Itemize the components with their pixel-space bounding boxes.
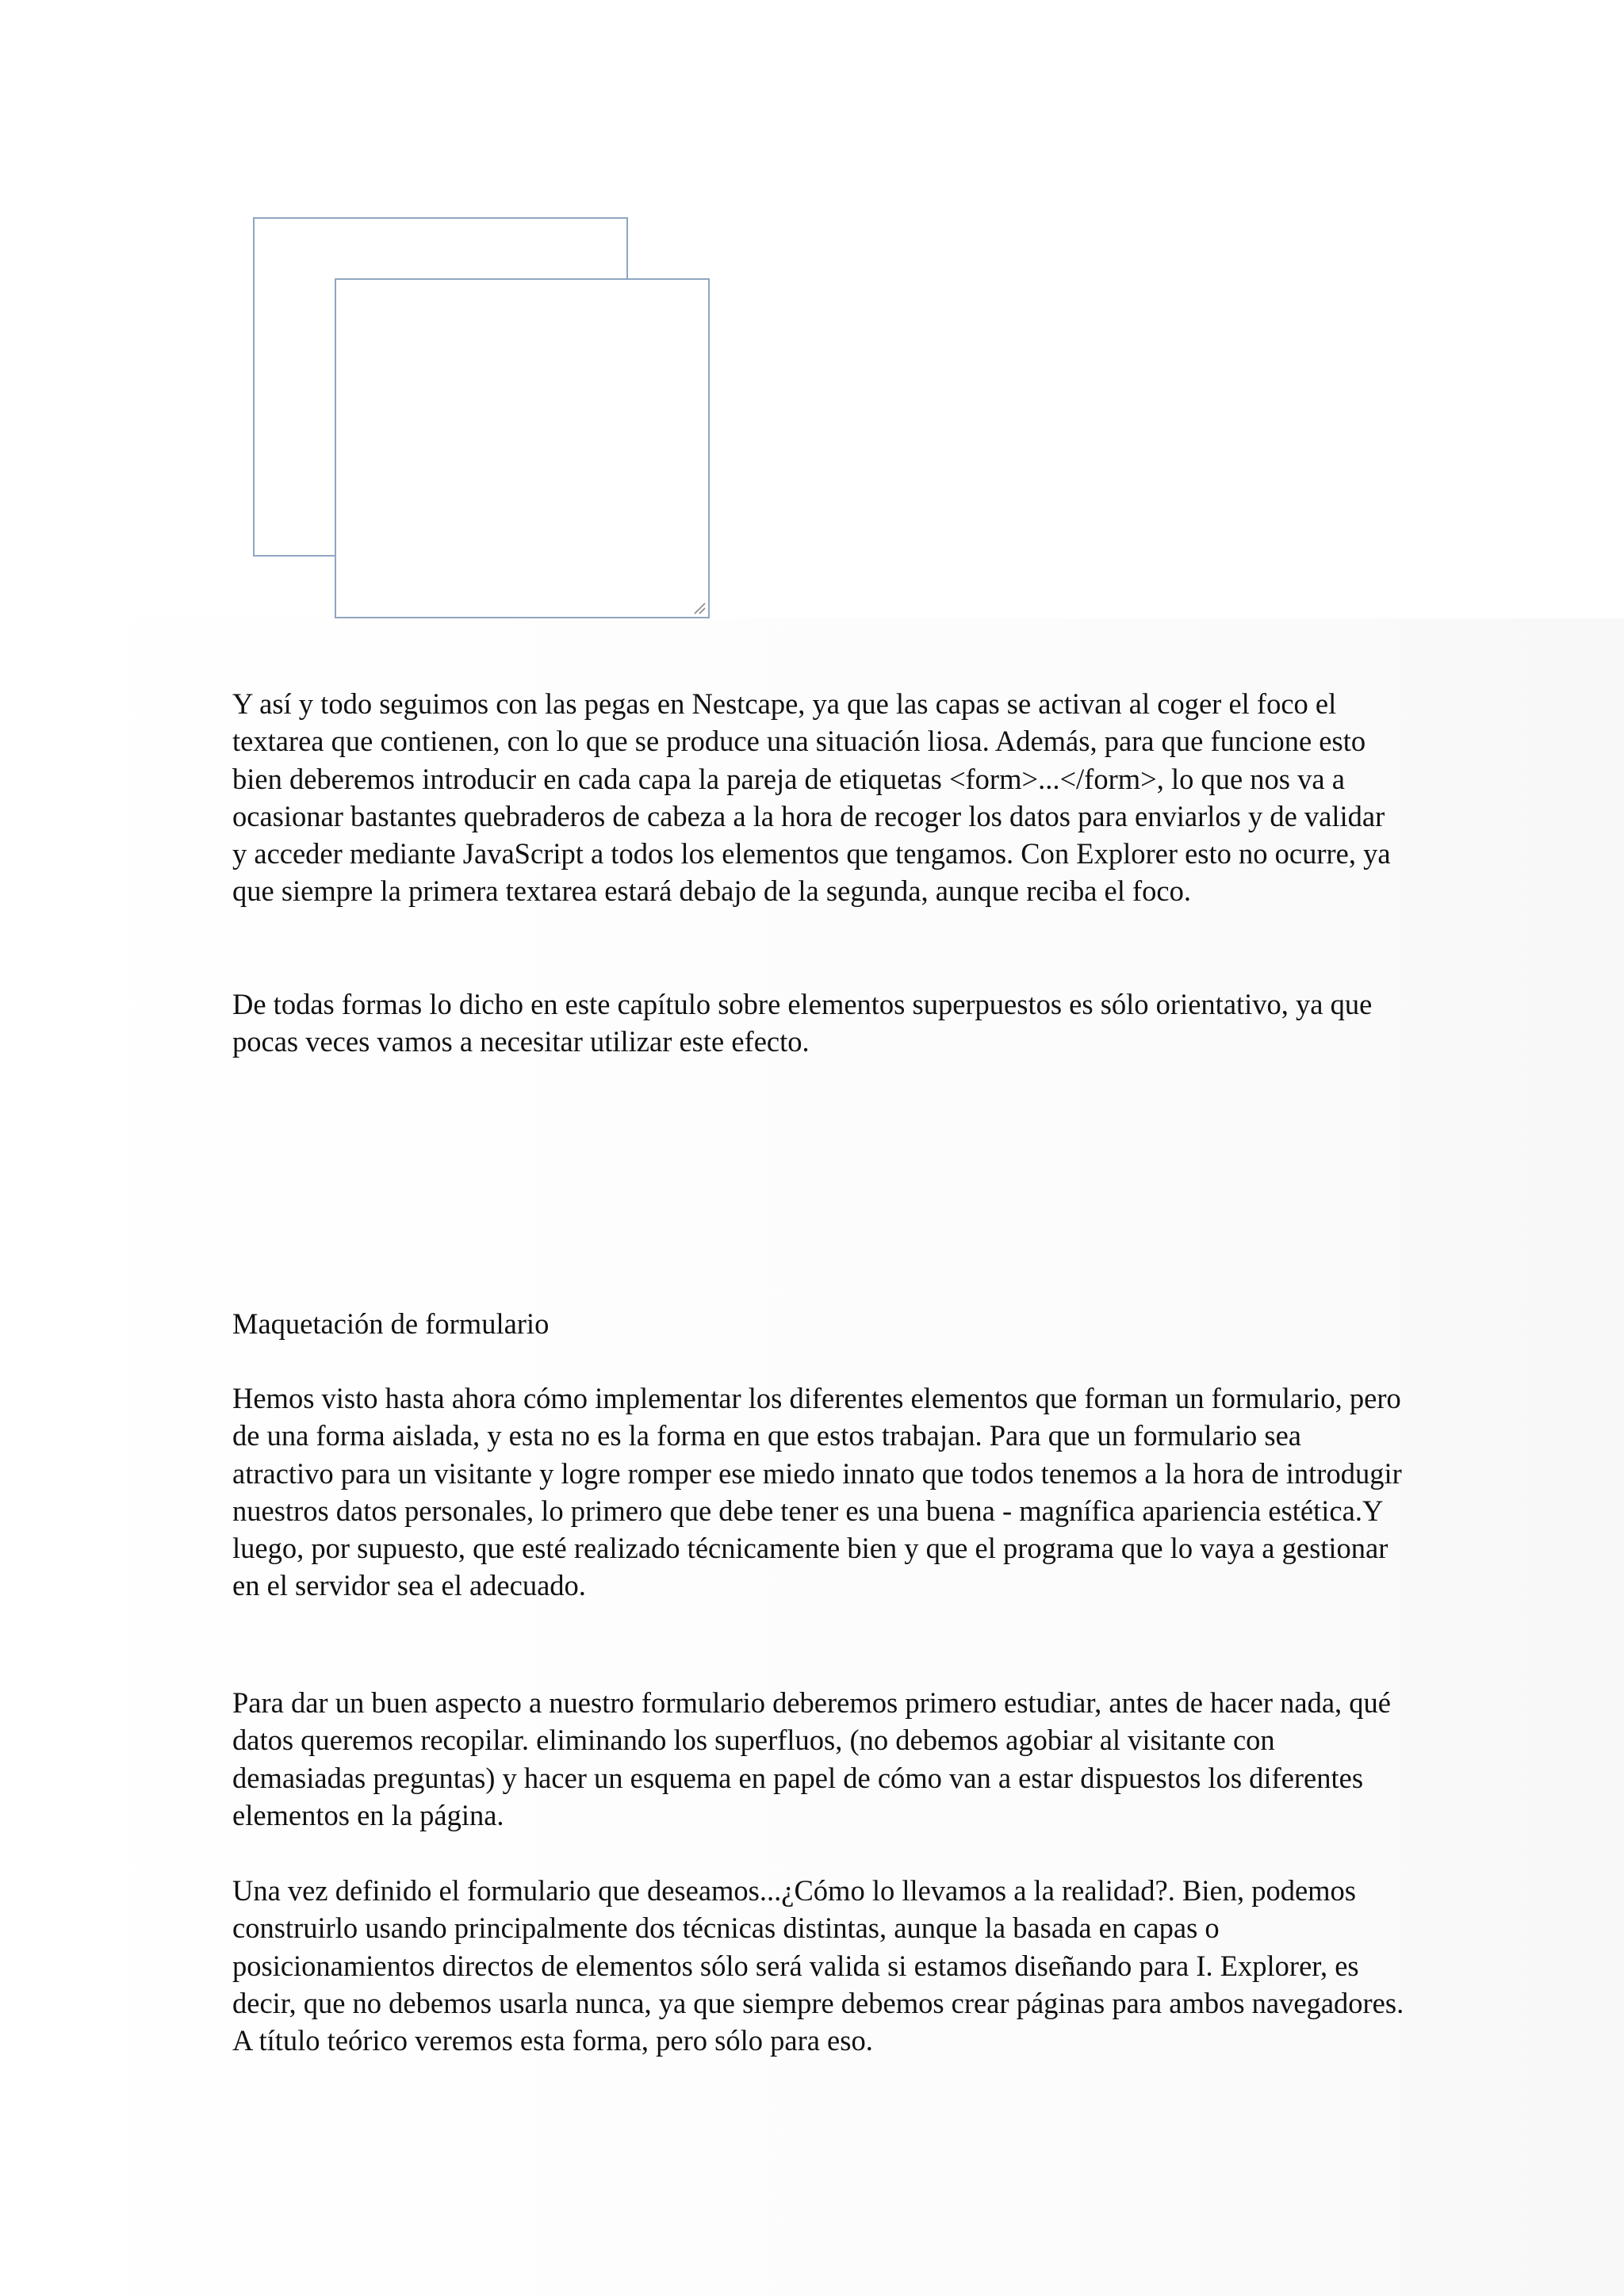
paragraph-form-elements: [232, 1380, 1406, 1605]
paragraph-orientative-note: [232, 985, 1406, 1061]
overlapping-textarea-front: [335, 278, 710, 618]
paragraph-nestcape-issues: [232, 685, 1406, 910]
paragraph-text: Hemos visto hasta ahora cómo implementar los diferentes elementos que forman un formulario, pero de una forma aislada, y esta no es la forma en que estos trabajan. Para que un formulario sea atractivo para un visitante y logre romper ese miedo innato que todos tenemos a la hora de introdugir nuestros datos personales, lo primero que debe tener es una buena - magnífica apariencia estética.Y luego, por supuesto, que esté realizado técnicamente bien y que el programa que lo vaya a gestionar en el servidor sea el adecuado.: [232, 1382, 1402, 1602]
section-heading: [232, 1305, 1406, 1342]
paragraph-text: De todas formas lo dicho en este capítulo sobre elementos superpuestos es sólo orientativo, ya que pocas veces vamos a necesitar utilizar este efecto.: [232, 988, 1373, 1058]
paragraph-text: Y así y todo seguimos con las pegas en Nestcape, ya que las capas se activan al coger el foco el textarea que contienen, con lo que se produce una situación liosa. Además, para que funcione esto bien deberemos introducir en cada capa la pareja de etiquetas <form>...</form>, lo que nos va a ocasionar bastantes quebraderos de cabeza a la hora de recoger los datos para enviarlos y de validar y acceder mediante JavaScript a todos los elementos que tengamos. Con Explorer esto no ocurre, ya que siempre la primera textarea estará debajo de la segunda, aunque reciba el foco.: [232, 687, 1391, 908]
paragraph-form-techniques: [232, 1872, 1406, 2059]
paragraph-form-aspect: [232, 1684, 1406, 1834]
paragraph-text: Para dar un buen aspecto a nuestro formulario deberemos primero estudiar, antes de hacer nada, qué datos queremos recopilar. eliminando los superfluos, (no debemos agobiar al visitante con demasiadas preguntas) y hacer un esquema en papel de cómo van a estar dispuestos los diferentes elementos en la página.: [232, 1686, 1391, 1831]
paragraph-text: Una vez definido el formulario que deseamos...¿Cómo lo llevamos a la realidad?. Bien, podemos construirlo usando principalmente dos técnicas distintas, aunque la basada en capas o posicionamientos directos de elementos sólo será valida si estamos diseñando para I. Explorer, es decir, que no debemos usarla nunca, ya que siempre debemos crear páginas para ambos navegadores. A título teórico veremos esta forma, pero sólo para eso.: [232, 1874, 1404, 2057]
resize-grip-icon: [691, 600, 706, 614]
heading-text: Maquetación de formulario: [232, 1307, 550, 1340]
